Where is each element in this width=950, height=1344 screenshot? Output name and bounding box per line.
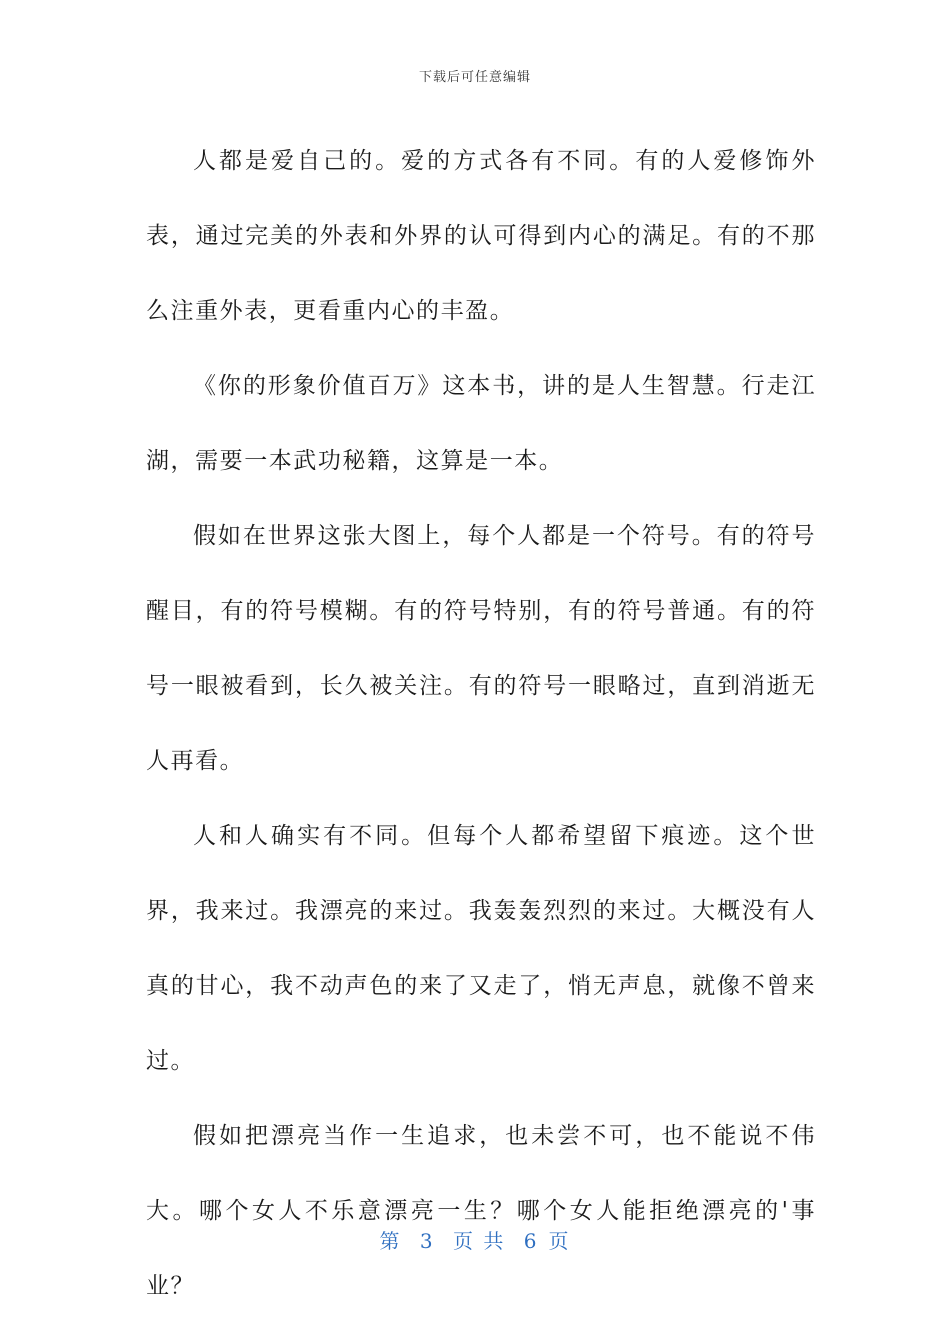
paragraph: 《你的形象价值百万》这本书，讲的是人生智慧。行走江湖，需要一本武功秘籍，这算是一本。 [146,373,816,474]
document-body [146,124,816,1324]
footer-suffix: 页 [548,1229,571,1253]
paragraph: 人都是爱自己的。爱的方式各有不同。有的人爱修饰外表，通过完美的外表和外界的认可得到内心的满足。有的不那么注重外表，更看重内心的丰盈。 [146,148,816,324]
footer-middle: 页 共 [453,1229,506,1253]
paragraph: 假如在世界这张大图上，每个人都是一个符号。有的符号醒目，有的符号模糊。有的符号特别，有的符号普通。有的符号一眼被看到，长久被关注。有的符号一眼略过，直到消逝无人再看。 [146,523,816,774]
total-pages-number: 6 [523,1229,539,1253]
page-footer [0,1225,950,1254]
current-page-number: 3 [419,1229,435,1253]
footer-prefix: 第 [379,1229,402,1253]
paragraph: 假如把漂亮当作一生追求，也未尝不可，也不能说不伟大。哪个女人不乐意漂亮一生？哪个女人能拒绝漂亮的'事业？ [146,1123,816,1299]
paragraph: 人和人确实有不同。但每个人都希望留下痕迹。这个世界，我来过。我漂亮的来过。我轰轰烈烈的来过。大概没有人真的甘心，我不动声色的来了又走了，悄无声息，就像不曾来过。 [146,823,816,1074]
header-note: 下载后可任意编辑 [418,70,531,85]
